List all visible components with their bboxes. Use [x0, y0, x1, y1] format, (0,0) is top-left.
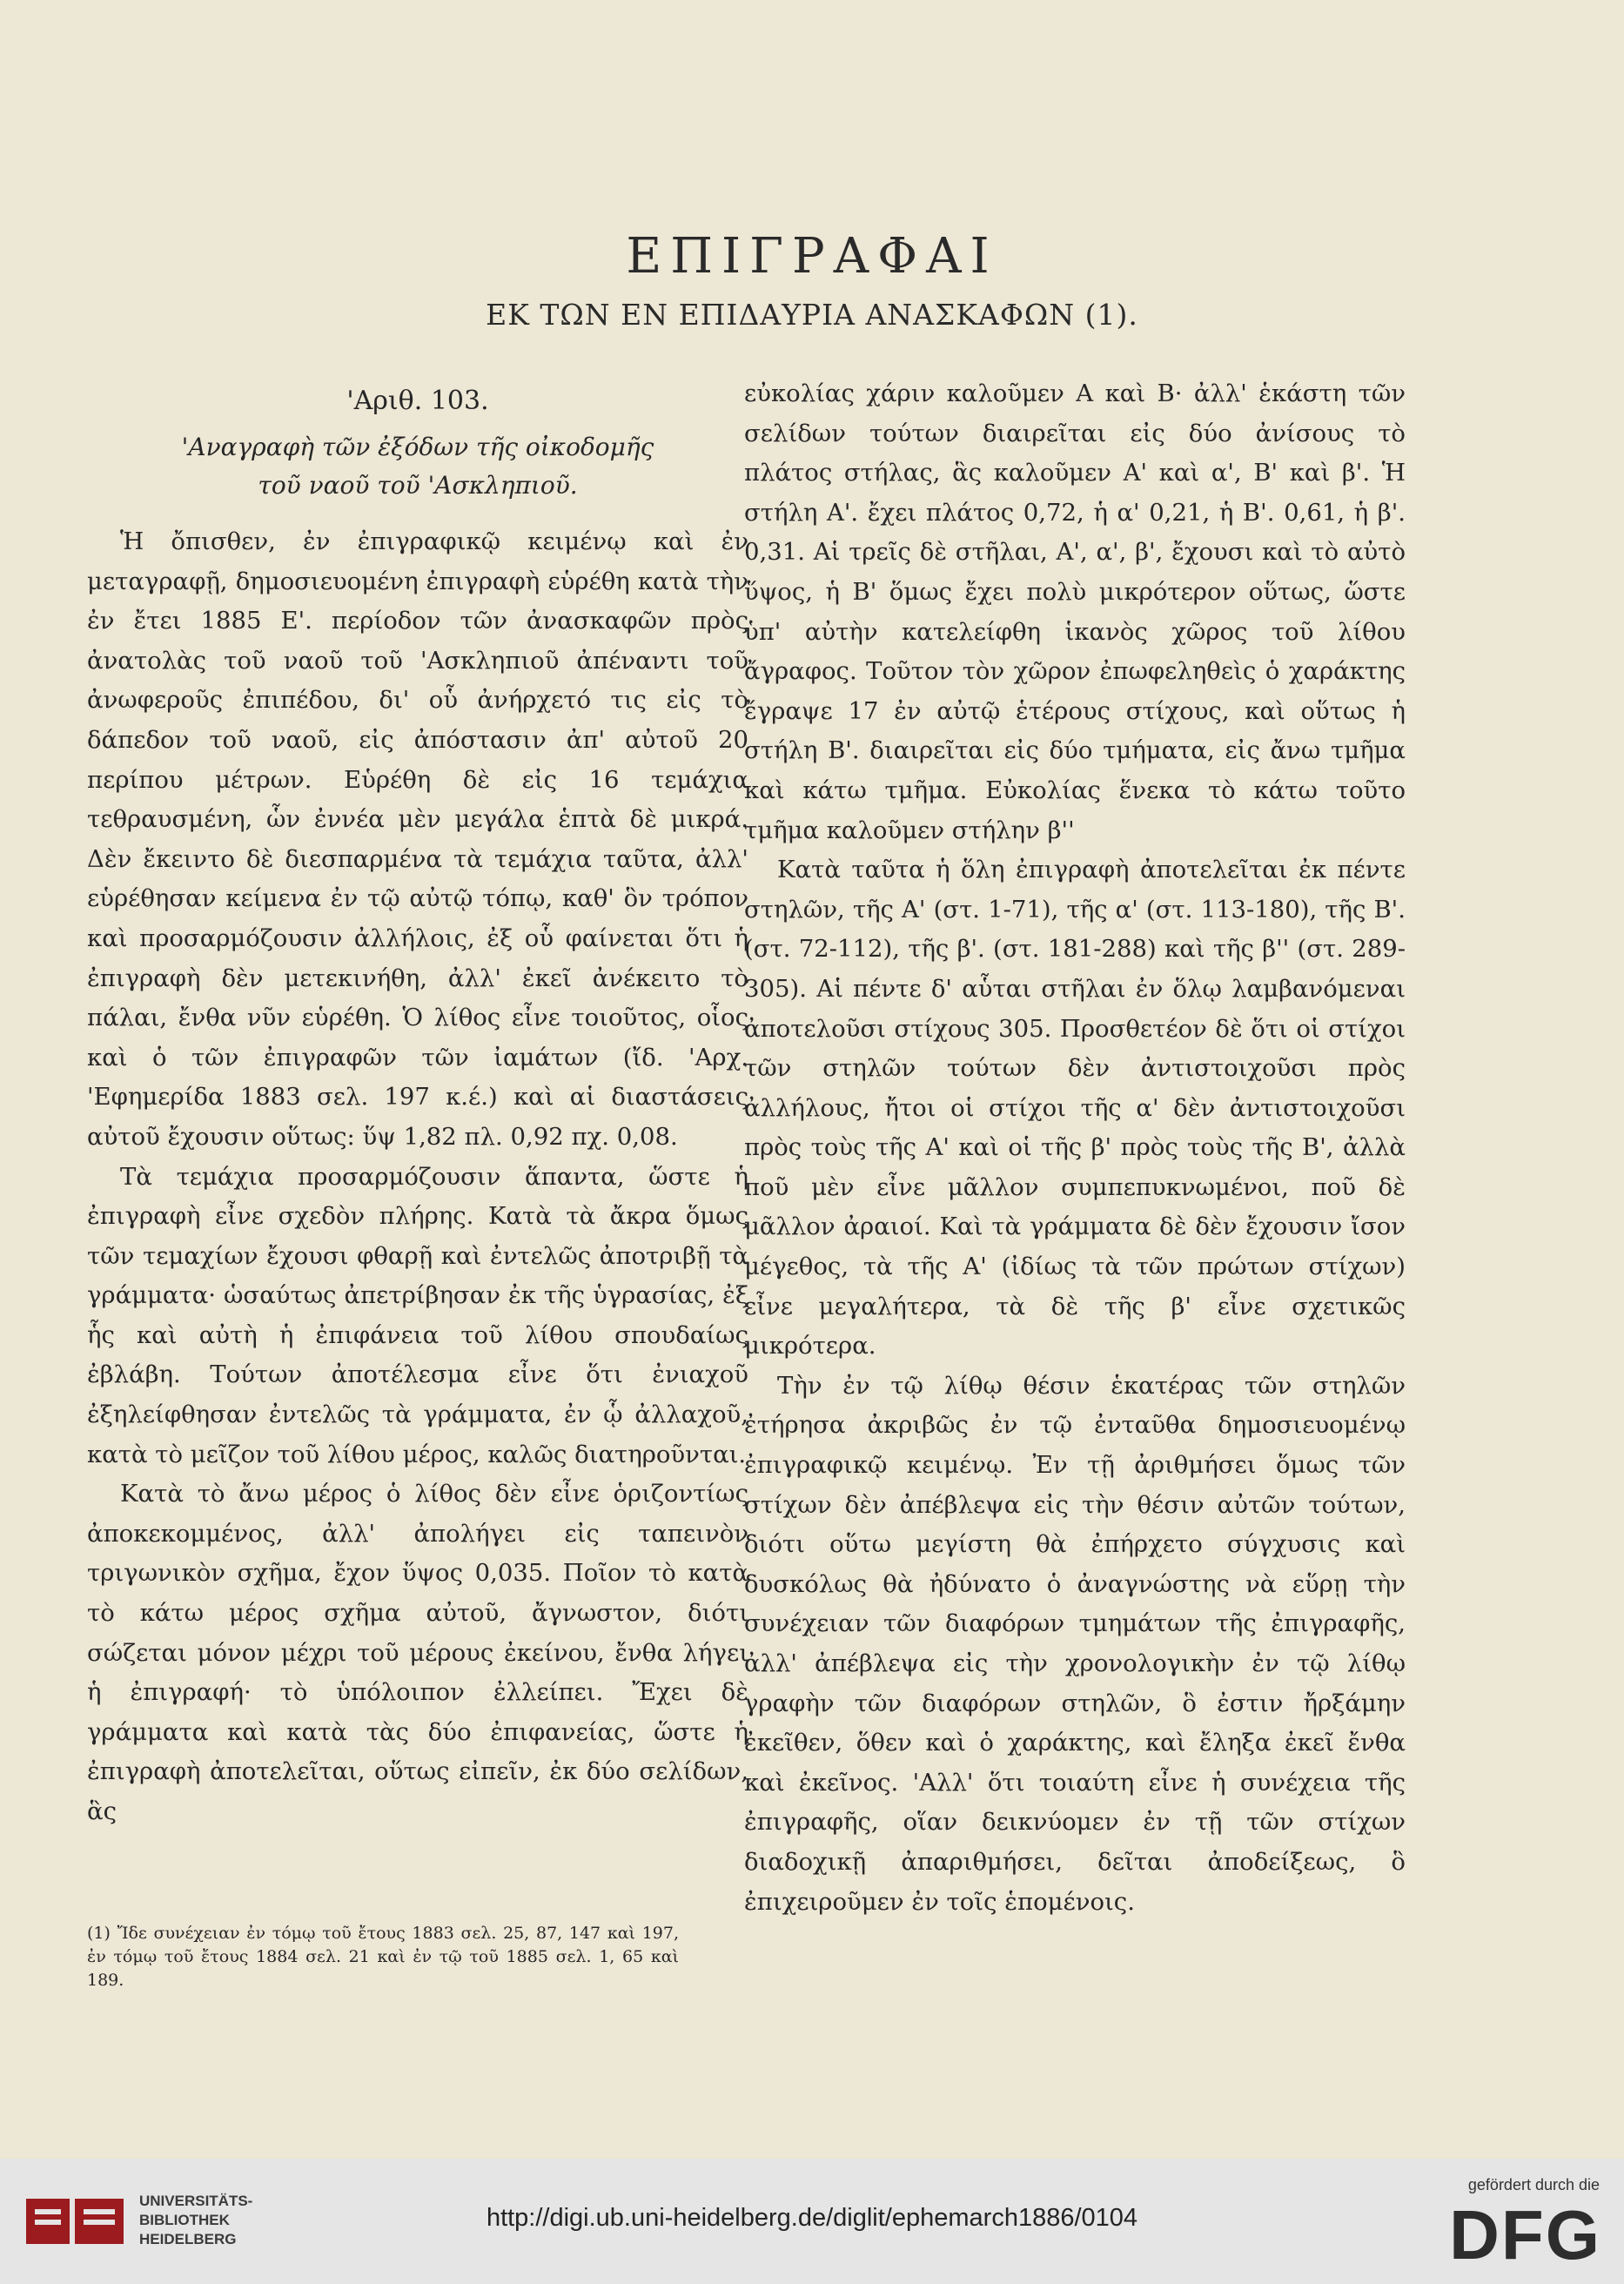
paragraph: Τὰ τεμάχια προσαρμόζουσιν ἅπαντα, ὥστε ἡ ἐπιγραφὴ εἶνε σχεδὸν πλήρης. Κατὰ τὰ ἄκρα ὅμως τῶν τεμαχίων ἔχουσι φθαρῇ καὶ ἐντελῶς ἀποτριβῇ τὰ γράμματα· ὡσαύτως ἀπετρίβησαν ἐκ τῆς ὑγρασίας, ἐξ ἧς καὶ αὐτὴ ἡ ἐπιφάνεια τοῦ λίθου σπουδαίως ἐβλάβη. Τούτων ἀποτέλεσμα εἶνε ὅτι ἐνιαχοῦ ἐξηλείφθησαν ἐντελῶς τὰ γράμματα, ἐν ᾧ ἀλλαχοῦ, κατὰ τὸ μεῖζον τοῦ λίθου μέρος, καλῶς διατηροῦνται.: [87, 1162, 748, 1468]
article-title-line-2: τοῦ ναοῦ τοῦ 'Ασκληπιοῦ.: [258, 471, 578, 500]
paragraph: Τὴν ἐν τῷ λίθῳ θέσιν ἑκατέρας τῶν στηλῶν ἐτήρησα ἀκριβῶς ἐν τῷ ἐνταῦθα δημοσιευομένῳ ἐπιγραφικῷ κειμένῳ. Ἐν τῇ ἀριθμήσει ὅμως τῶν στίχων δὲν ἀπέβλεψα εἰς τὴν θέσιν αὐτῶν τούτων, διότι οὕτω μεγίστη θὰ ἐπήρχετο σύγχυσις καὶ δυσκόλως θὰ ἠδύνατο ὁ ἀναγνώστης νὰ εὕρῃ τὴν συνέχειαν τῶν διαφόρων τμημάτων τῆς ἐπιγραφῆς, ἀλλ' ἀπέβλεψα εἰς τὴν χρονολογικὴν ἐν τῷ λίθῳ γραφὴν τῶν διαφόρων στηλῶν, ὃ ἐστιν ἤρξάμην ἐκεῖθεν, ὅθεν καὶ ὁ χαράκτης, καὶ ἔληξα ἐκεῖ ἔνθα καὶ ἐκεῖνος. 'Αλλ' ὅτι τοιαύτη εἶνε ἡ συνέχεια τῆς ἐπιγραφῆς, οἵαν δεικνύομεν ἐν τῇ τῶν στίχων διαδοχικῇ ἀπαριθμήσει, δεῖται ἀποδείξεως, ὃ ἐπιχειροῦμεν ἐν τοῖς ἑπομένοις.: [744, 1371, 1406, 1916]
library-name-line: BIBLIOTHEK: [139, 2212, 230, 2228]
paragraph: Ἡ ὄπισθεν, ἐν ἐπιγραφικῷ κειμένῳ καὶ ἐν μεταγραφῇ, δημοσιευομένη ἐπιγραφὴ εὑρέθη κατὰ τὴν ἐν ἔτει 1885 Ε'. περίοδον τῶν ἀνασκαφῶν πρὸς ἀνατολὰς τοῦ ναοῦ τοῦ 'Ασκληπιοῦ ἀπέναντι τοῦ ἀνωφεροῦς ἐπιπέδου, δι' οὗ ἀνήρχετό τις εἰς τὸ δάπεδον τοῦ ναοῦ, εἰς ἀπόστασιν ἀπ' αὐτοῦ 20 περίπου μέτρων. Εὑρέθη δὲ εἰς 16 τεμάχια τεθραυσμένη, ὧν ἐννέα μὲν μεγάλα ἑπτὰ δὲ μικρά. Δὲν ἔκειντο δὲ διεσπαρμένα τὰ τεμάχια ταῦτα, ἀλλ' εὑρέθησαν κείμενα ἐν τῷ αὐτῷ τόπῳ, καθ' ὃν τρόπον καὶ προσαρμόζουσιν ἀλλήλοις, ἐξ οὗ φαίνεται ὅτι ἡ ἐπιγραφὴ δὲν μετεκινήθη, ἀλλ' ἐκεῖ ἀνέκειτο τὸ πάλαι, ἔνθα νῦν εὑρέθη. Ὁ λίθος εἶνε τοιοῦτος, οἷος καὶ ὁ τῶν ἐπιγραφῶν τῶν ἰαμάτων (ἴδ. 'Αρχ. 'Εφημερίδα 1883 σελ. 197 κ.έ.) καὶ αἱ διαστάσεις αὐτοῦ ἔχουσιν οὕτως: ὕψ 1,82 πλ. 0,92 πχ. 0,08.: [87, 527, 748, 1151]
library-name-line: UNIVERSITÄTS-: [139, 2193, 253, 2209]
page-title: ΕΠΙΓΡΑΦΑΙ: [626, 228, 998, 285]
library-name-line: HEIDELBERG: [139, 2231, 237, 2247]
article-title: [87, 428, 748, 505]
paragraph: Κατὰ τὸ ἄνω μέρος ὁ λίθος δὲν εἶνε ὁριζοντίως ἀποκεκομμένος, ἀλλ' ἀπολήγει εἰς ταπεινὸν τριγωνικὸν σχῆμα, ἔχον ὕψος 0,035. Ποῖον τὸ κατὰ τὸ κάτω μέρος σχῆμα αὐτοῦ, ἄγνωστον, διότι σώζεται μόνον μέχρι τοῦ μέρους ἐκείνου, ἔνθα λήγει ἡ ἐπιγραφή· τὸ ὑπόλοιπον ἐλλείπει. Ἔχει δὲ γράμματα καὶ κατὰ τὰς δύο ἐπιφανείας, ὥστε ἡ ἐπιγραφὴ ἀποτελεῖται, οὕτως εἰπεῖν, ἐκ δύο σελίδων, ἃς: [87, 1480, 748, 1825]
permalink-url[interactable]: http://digi.ub.uni-heidelberg.de/diglit/ephemarch1886/0104: [486, 2204, 1138, 2232]
paragraph: εὐκολίας χάριν καλοῦμεν Α καὶ Β· ἀλλ' ἑκάστη τῶν σελίδων τούτων διαιρεῖται εἰς δύο ἀνίσους τὸ πλάτος στήλας, ἃς καλοῦμεν Α' καὶ α', Β' καὶ β'. Ἡ στήλη Α'. ἔχει πλάτος 0,72, ἡ α' 0,21, ἡ Β'. 0,61, ἡ β'. 0,31. Αἱ τρεῖς δὲ στῆλαι, Α', α', β', ἔχουσι καὶ τὸ αὐτὸ ὕψος, ἡ Β' ὅμως ἔχει πολὺ μικρότερον οὕτως, ὥστε ὑπ' αὐτὴν κατελείφθη ἱκανὸς χῶρος τοῦ λίθου ἄγραφος. Τοῦτον τὸν χῶρον ἐπωφεληθεὶς ὁ χαράκτης ἔγραψε 17 ἐν αὐτῷ ἑτέρους στίχους, καὶ οὕτως ἡ στήλη Β'. διαιρεῖται εἰς δύο τμήματα, εἰς ἄνω τμῆμα καὶ κάτω τμῆμα. Εὐκολίας ἕνεκα τὸ κάτω τοῦτο τμῆμα καλοῦμεν στήλην β'': [744, 380, 1406, 844]
page-subtitle: ΕΚ ΤΩΝ ΕΝ ΕΠΙΔΑΥΡΙΑ ΑΝΑΣΚΑΦΩΝ (1).: [486, 298, 1138, 332]
footnote: (1) Ἴδε συνέχειαν ἐν τόμῳ τοῦ ἔτους 1883 σελ. 25, 87, 147 καὶ 197, ἐν τόμῳ τοῦ ἔτους 1884 σελ. 21 καὶ ἐν τῷ τοῦ 1885 σελ. 1, 65 καὶ 189.: [87, 1924, 679, 1990]
paragraph: Κατὰ ταῦτα ἡ ὅλη ἐπιγραφὴ ἀποτελεῖται ἐκ πέντε στηλῶν, τῆς Α' (στ. 1-71), τῆς α' (στ. 113-180), τῆς Β'. (στ. 72-112), τῆς β'. (στ. 181-288) καὶ τῆς β'' (στ. 289-305). Αἱ πέντε δ' αὗται στῆλαι ἐν ὅλῳ λαμβανόμεναι ἀποτελοῦσι στίχους 305. Προσθετέον δὲ ὅτι οἱ στίχοι τῶν στηλῶν τούτων δὲν ἀντιστοιχοῦσι πρὸς ἀλλήλους, ἤτοι οἱ στίχοι τῆς α' δὲν ἀντιστοιχοῦσι πρὸς τοὺς τῆς Α' καὶ οἱ τῆς β' πρὸς τοὺς τῆς Β', ἀλλὰ ποῦ μὲν εἶνε μᾶλλον συμπεπυκνωμένοι, ποῦ δὲ μᾶλλον ἀραιοί. Καὶ τὰ γράμματα δὲ δὲν ἔχουσιν ἴσον μέγεθος, τὰ τῆς Α' (ἰδίως τὰ τῶν πρώτων στίχων) εἶνε μεγαλήτερα, τὰ δὲ τῆς β' εἶνε σχετικῶς μικρότερα.: [744, 856, 1406, 1360]
left-column: [87, 374, 748, 1832]
right-column: [744, 374, 1406, 1922]
dfg-logo-icon[interactable]: DFG: [1449, 2196, 1601, 2274]
article-number: 'Αριθ. 103.: [346, 386, 489, 416]
funding-label: gefördert durch die: [1467, 2176, 1600, 2193]
article-title-line-1: 'Αναγραφὴ τῶν ἐξόδων τῆς οἰκοδομῆς: [181, 433, 654, 461]
footer-bar: [0, 2159, 1624, 2284]
